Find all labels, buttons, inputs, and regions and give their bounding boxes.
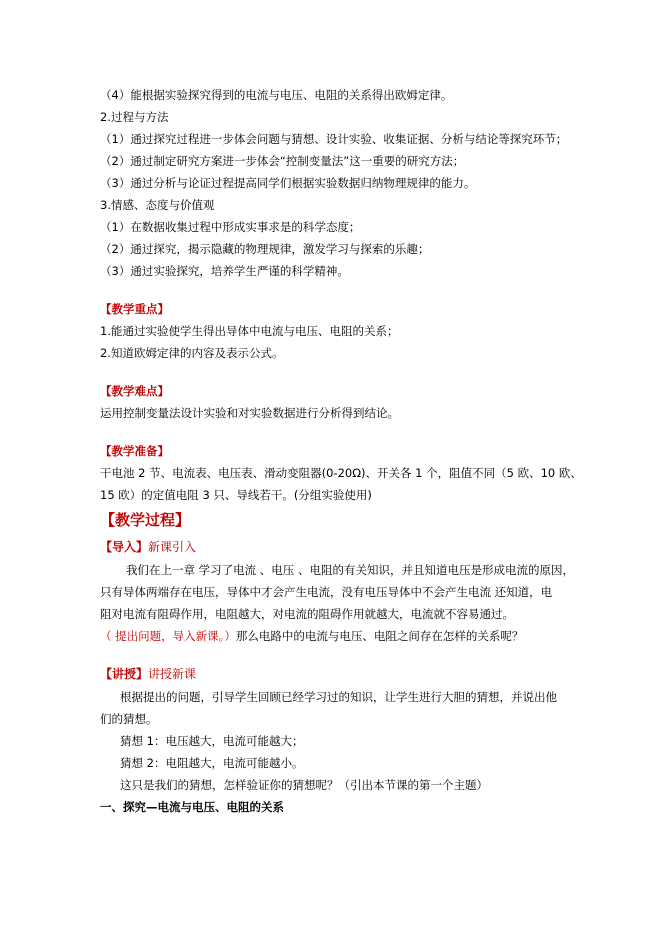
intro-question-note: （ 提出问题，导入新课。） [100, 629, 236, 643]
attitude-1: （1）在数据收集过程中形成实事求是的科学态度； [100, 220, 361, 234]
preparation-line-2: 15 欧）的定值电阻 3 只、导线若干。(分组实验使用) [100, 488, 372, 502]
lecture-para-2: 们的猜想。 [100, 712, 158, 726]
key-point-1: 1.能通过实验使学生得出导体中电流与电压、电阻的关系； [100, 324, 399, 338]
intro-heading [100, 539, 196, 555]
intro-title: 新课引入 [148, 540, 197, 554]
intro-tag: 【导入】 [100, 540, 149, 554]
difficulty-text: 运用控制变量法设计实验和对实验数据进行分析得到结论。 [100, 406, 399, 420]
method-1: （1）通过探究过程进一步体会问题与猜想、设计实验、收集证据、分析与结论等探究环节； [100, 132, 568, 146]
hypothesis-1: 猜想 1：电压越大，电流可能越大； [120, 734, 304, 748]
intro-question [100, 628, 523, 644]
attitude-2: （2）通过探究，揭示隐藏的物理规律，激发学习与探索的乐趣； [100, 242, 430, 256]
hypothesis-2: 猜想 2：电阻越大，电流可能越小。 [120, 756, 304, 770]
attitude-3: （3）通过实验探究，培养学生严谨的科学精神。 [100, 264, 349, 278]
lecture-para-1: 根据提出的问题，引导学生回顾已经学习过的知识，让学生进行大胆的猜想，并说出他 [120, 690, 557, 704]
intro-question-text: 那么电路中的电流与电压、电阻之间存在怎样的关系呢？ [235, 629, 524, 643]
intro-para-2: 只有导体两端存在电压，导体中才会产生电流，没有电压导体中不会产生电流 还知道，电 [100, 585, 553, 599]
objective-4: （4）能根据实验探究得到的电流与电压、电阻的关系得出欧姆定律。 [100, 88, 453, 102]
section-one-heading: 一、探究—电流与电压、电阻的关系 [100, 800, 284, 814]
intro-para-3: 阻对电流有阻碍作用，电阻越大，对电流的阻碍作用就越大，电流就不容易通过。 [100, 607, 514, 621]
heading-key-points: 【教学重点】 [100, 302, 169, 316]
section-process-method: 2.过程与方法 [100, 110, 169, 124]
lecture-heading [100, 666, 196, 682]
heading-difficulty: 【教学难点】 [100, 384, 169, 398]
method-3: （3）通过分析与论证过程提高同学们根据实验数据归纳物理规律的能力。 [100, 176, 476, 190]
preparation-line-1: 干电池 2 节、电流表、电压表、滑动变阻器(0-20Ω)、开关各 1 个，阻值不同（5 欧、10 欧、 [100, 466, 582, 480]
key-point-2: 2.知道欧姆定律的内容及表示公式。 [100, 346, 284, 360]
verify-question: 这只是我们的猜想，怎样验证你的猜想呢？（引出本节课的第一个主题） [120, 778, 488, 792]
heading-preparation: 【教学准备】 [100, 444, 169, 458]
lecture-title: 讲授新课 [148, 667, 197, 681]
heading-teaching-process: 【教学过程】 [100, 511, 191, 529]
lecture-tag: 【讲授】 [100, 667, 149, 681]
section-attitude: 3.情感、态度与价值观 [100, 198, 215, 212]
method-2: （2）通过制定研究方案进一步体会“控制变量法”这一重要的研究方法； [100, 154, 465, 168]
intro-para-1: 我们在上一章 学习了电流 、电压 、电阻的有关知识，并且知道电压是形成电流的原因， [126, 563, 574, 577]
